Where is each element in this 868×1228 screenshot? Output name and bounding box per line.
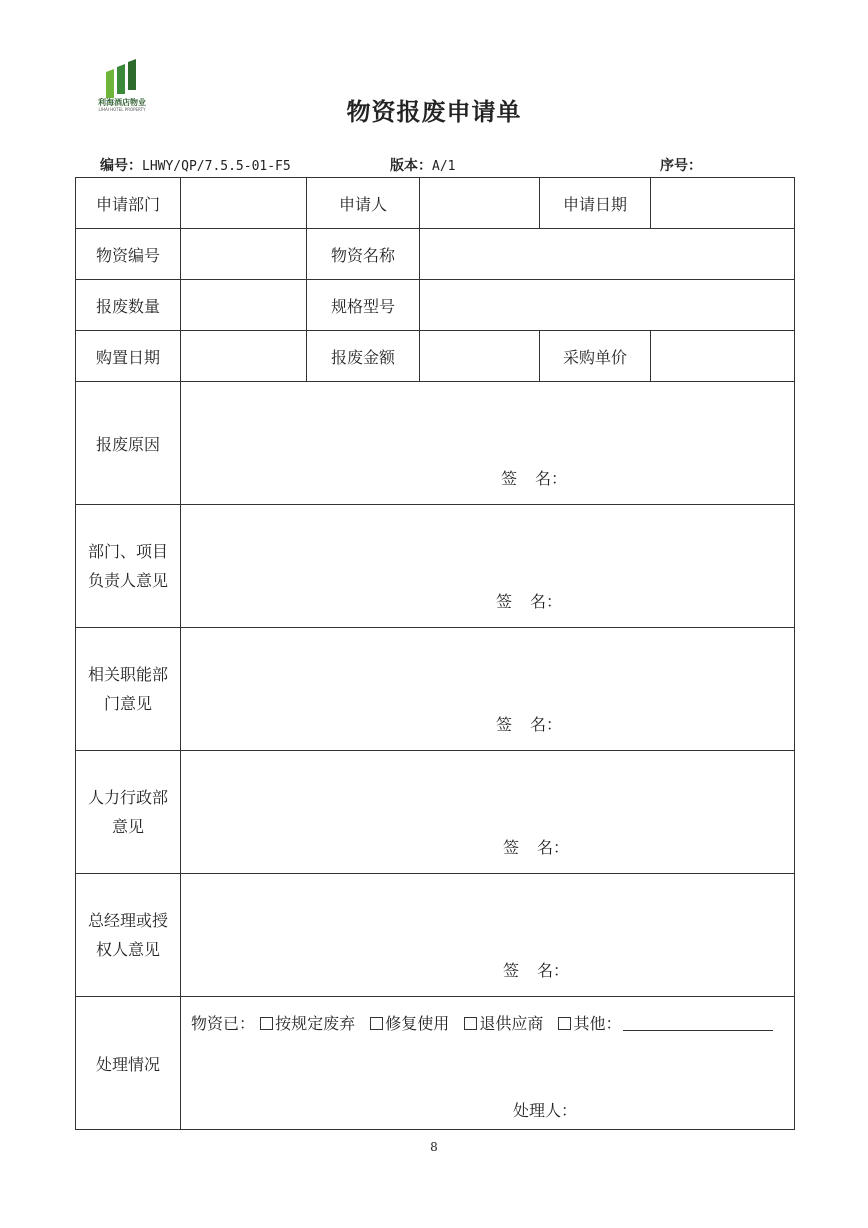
label-func-opinion (76, 628, 181, 751)
label-scrap-reason: 报废原因 (76, 382, 181, 505)
document-version (390, 155, 455, 175)
checkbox-icon[interactable] (464, 1017, 477, 1030)
row-gm-opinion (76, 874, 795, 997)
row-purchase (76, 331, 795, 382)
option-return-label: 退供应商 (479, 1014, 544, 1033)
signature-label (501, 466, 567, 489)
field-material-code[interactable] (181, 229, 307, 280)
label-material-name: 物资名称 (307, 229, 420, 280)
field-scrap-amount[interactable] (420, 331, 540, 382)
field-scrap-qty[interactable] (181, 280, 307, 331)
field-applicant[interactable] (420, 178, 540, 229)
code-label: 编号： (100, 158, 142, 174)
sign-char-2: 名： (530, 592, 563, 611)
signature-label (503, 958, 569, 981)
label-purchase-date: 购置日期 (76, 331, 181, 382)
page-number: 8 (430, 1140, 438, 1154)
label-apply-date: 申请日期 (540, 178, 651, 229)
option-other-label: 其他： (573, 1014, 622, 1033)
label-applicant: 申请人 (307, 178, 420, 229)
sign-char-2: 名： (535, 469, 568, 488)
checkbox-icon[interactable] (558, 1017, 571, 1030)
field-gm-opinion[interactable] (181, 874, 795, 997)
row-reason (76, 382, 795, 505)
serial-label: 序号： (660, 158, 702, 174)
option-return[interactable] (464, 1014, 543, 1033)
label-spec-model: 规格型号 (307, 280, 420, 331)
label-hr-opinion (76, 751, 181, 874)
label-scrap-amount: 报废金额 (307, 331, 420, 382)
sign-char-2: 名： (537, 838, 570, 857)
label-dept-opinion-line2: 负责人意见 (87, 571, 168, 590)
field-unit-price[interactable] (651, 331, 795, 382)
signature-label (496, 712, 562, 735)
other-input-line[interactable] (623, 1016, 773, 1031)
field-func-opinion[interactable] (181, 628, 795, 751)
label-unit-price: 采购单价 (540, 331, 651, 382)
row-func-opinion (76, 628, 795, 751)
field-purchase-date[interactable] (181, 331, 307, 382)
field-spec-model[interactable] (420, 280, 795, 331)
sign-char-1: 签 (503, 961, 520, 980)
handling-options (191, 1011, 783, 1034)
document-code (100, 155, 291, 175)
label-dept-opinion (76, 505, 181, 628)
sign-char-1: 签 (496, 715, 513, 734)
code-value: LHWY/QP/7.5.5-01-F5 (142, 159, 291, 174)
label-hr-opinion-line1: 人力行政部 (87, 788, 168, 807)
signature-label (496, 589, 562, 612)
label-hr-opinion-line2: 意见 (111, 817, 144, 836)
label-func-opinion-line2: 门意见 (103, 694, 152, 713)
handler-label: 处理人： (513, 1101, 578, 1120)
option-discard-label: 按规定废弃 (275, 1014, 356, 1033)
row-quantity (76, 280, 795, 331)
logo-subtext: LIHAI HOTEL PROPERTY (98, 107, 146, 112)
checkbox-icon[interactable] (370, 1017, 383, 1030)
sign-char-1: 签 (501, 469, 518, 488)
field-dept-opinion[interactable] (181, 505, 795, 628)
label-handling: 处理情况 (76, 997, 181, 1130)
row-material (76, 229, 795, 280)
logo-name: 利海酒店物业 (98, 98, 146, 107)
version-label: 版本： (390, 158, 432, 174)
option-discard[interactable] (260, 1014, 355, 1033)
label-gm-opinion (76, 874, 181, 997)
field-hr-opinion[interactable] (181, 751, 795, 874)
option-repair[interactable] (370, 1014, 449, 1033)
label-gm-opinion-line1: 总经理或授 (87, 911, 168, 930)
handling-prefix: 物资已： (191, 1014, 256, 1033)
field-apply-dept[interactable] (181, 178, 307, 229)
label-scrap-qty: 报废数量 (76, 280, 181, 331)
version-value: A/1 (432, 159, 456, 174)
row-handling (76, 997, 795, 1130)
sign-char-2: 名： (537, 961, 570, 980)
document-serial (660, 155, 702, 175)
label-material-code: 物资编号 (76, 229, 181, 280)
field-handling (181, 997, 795, 1130)
checkbox-icon[interactable] (260, 1017, 273, 1030)
row-hr-opinion (76, 751, 795, 874)
option-other[interactable] (558, 1014, 773, 1033)
sign-char-1: 签 (496, 592, 513, 611)
row-department (76, 178, 795, 229)
label-gm-opinion-line2: 权人意见 (95, 940, 160, 959)
signature-label (503, 835, 569, 858)
label-apply-dept: 申请部门 (76, 178, 181, 229)
label-dept-opinion-line1: 部门、项目 (87, 542, 168, 561)
scrap-request-form (75, 177, 795, 1130)
label-func-opinion-line1: 相关职能部 (87, 665, 168, 684)
document-title: 物资报废申请单 (346, 98, 522, 126)
sign-char-2: 名： (530, 715, 563, 734)
row-dept-opinion (76, 505, 795, 628)
field-material-name[interactable] (420, 229, 795, 280)
field-apply-date[interactable] (651, 178, 795, 229)
field-scrap-reason[interactable] (181, 382, 795, 505)
sign-char-1: 签 (503, 838, 520, 857)
option-repair-label: 修复使用 (385, 1014, 450, 1033)
